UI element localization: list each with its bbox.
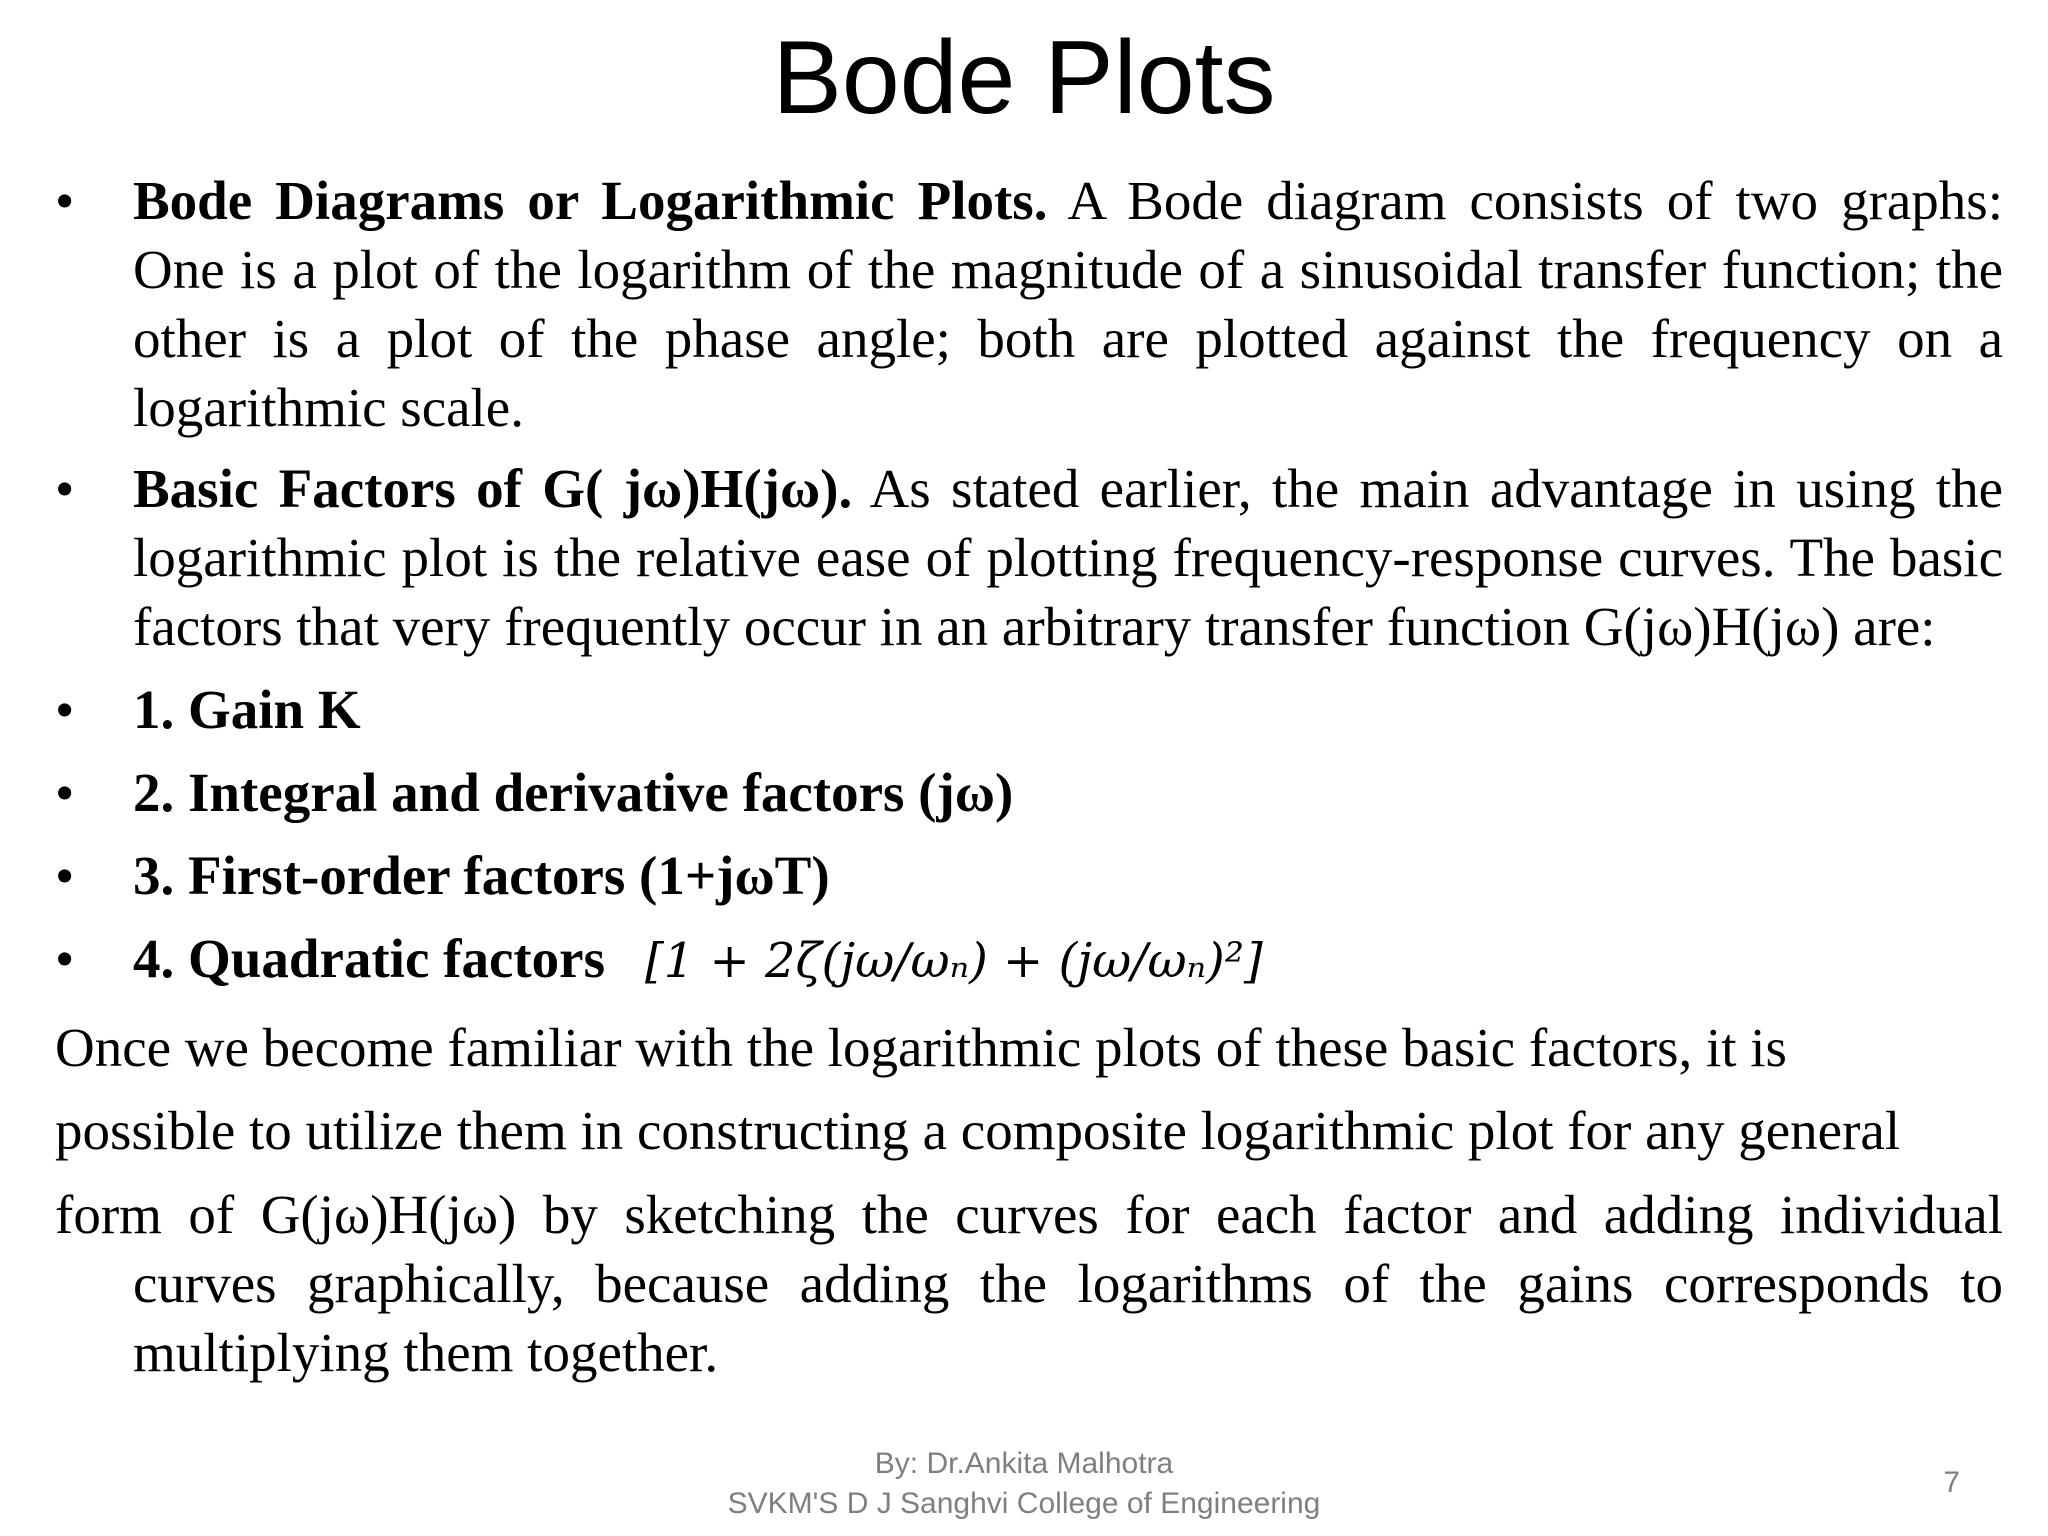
- bullet-lead: 2. Integral and derivative factors (jω): [133, 762, 1014, 823]
- bullet-text: A Bode diagram consists of two graphs: One is a plot of the logarithm of the magnitude of a sinusoidal transfer function; the other is a plot of the phase angle; both are plotted against the frequency on a logarithmic scale.: [133, 170, 2003, 438]
- bullet-bode-diagrams: [55, 166, 2003, 442]
- bullet-marker: •: [55, 928, 75, 989]
- footer-institution: SVKM'S D J Sanghvi College of Engineering: [727, 1487, 1321, 1520]
- page-number: 7: [1943, 1466, 1960, 1499]
- bullet-marker: •: [55, 458, 75, 519]
- bullet-lead: Bode Diagrams or Logarithmic Plots.: [133, 170, 1048, 231]
- bullet-basic-factors: [55, 454, 2003, 661]
- bullet-integral-derivative: [55, 758, 2003, 827]
- footer-author: By: Dr.Ankita Malhotra: [874, 1447, 1174, 1480]
- bullet-marker: •: [55, 679, 75, 740]
- bullet-quadratic: [55, 924, 2003, 996]
- quadratic-formula: [1 + 2ζ(jω/ωₙ) + (jω/ωₙ)²]: [645, 933, 1263, 989]
- bullet-marker: •: [55, 762, 75, 823]
- bullet-lead: 1. Gain K: [133, 679, 361, 740]
- closing-line-3: form of G(jω)H(jω) by sketching the curves for each factor and adding individual curves graphically, because adding the logarithms of the gains corresponds to multiplying them together.: [55, 1184, 2003, 1383]
- closing-paragraph: [55, 1006, 2003, 1387]
- bullet-text: As stated earlier, the main advantage in using the logarithmic plot is the relative ease of plotting frequency-response curves. The basic factors that very frequently occur in an arbitrary transfer function G(jω)H(jω) are:: [133, 458, 2003, 657]
- slide-content: [55, 166, 2003, 1387]
- bullet-gain: [55, 675, 2003, 744]
- bullet-first-order: [55, 841, 2003, 910]
- bullet-marker: •: [55, 845, 75, 906]
- closing-line-1: Once we become familiar with the logarithmic plots of these basic factors, it is: [55, 1017, 1787, 1078]
- bullet-lead: 3. First-order factors (1+jωT): [133, 845, 830, 906]
- bullet-marker: •: [55, 170, 75, 231]
- closing-line-2: possible to utilize them in constructing a composite logarithmic plot for any general: [55, 1100, 1901, 1161]
- slide-title: Bode Plots: [772, 20, 1276, 136]
- bullet-lead: Basic Factors of G( jω)H(jω).: [133, 458, 853, 519]
- bullet-lead: 4. Quadratic factors: [133, 928, 605, 989]
